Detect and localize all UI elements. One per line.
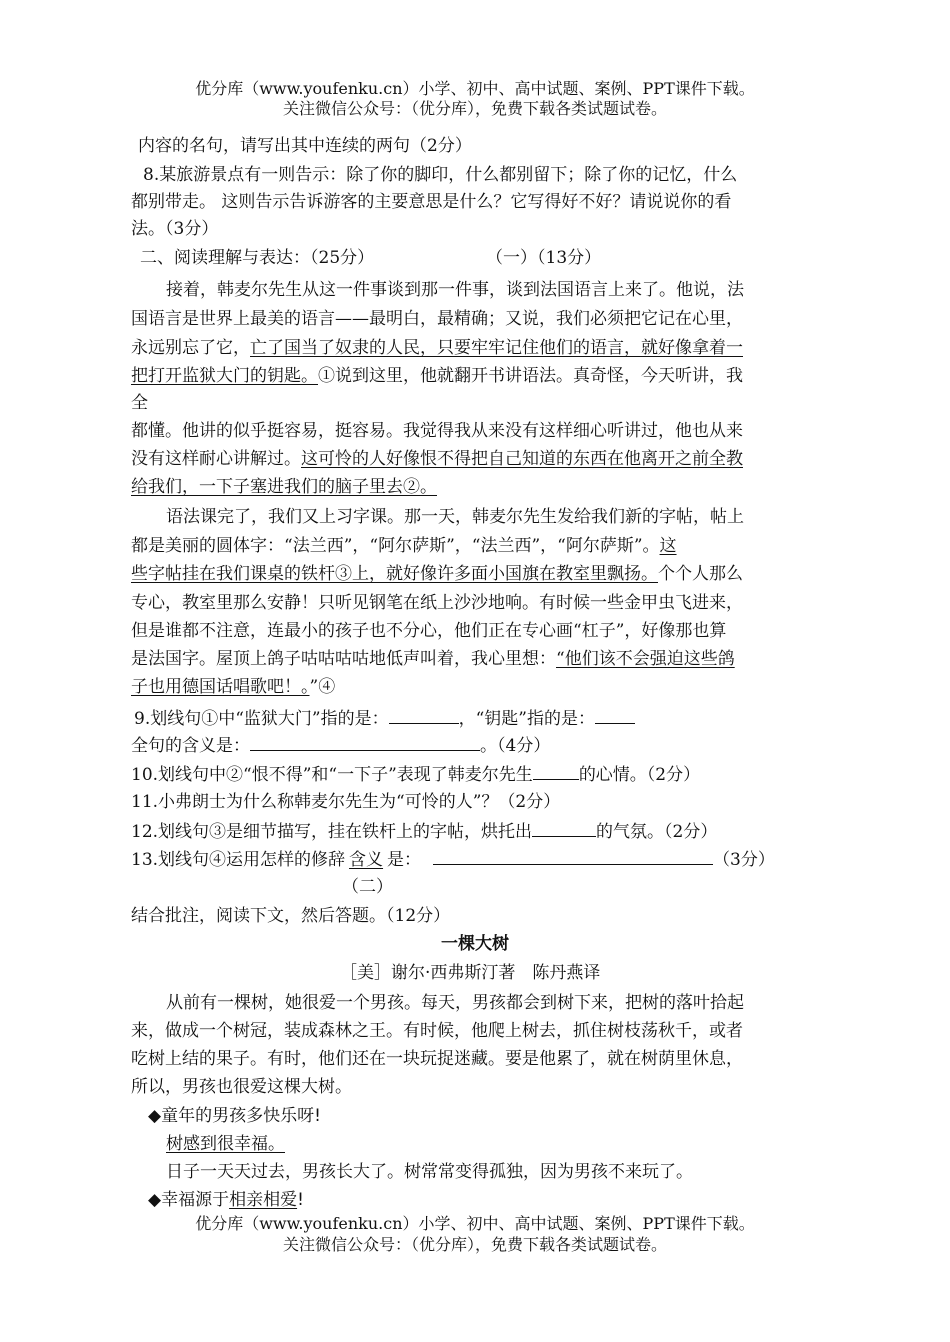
p1-line-5: 全 [131, 393, 148, 413]
annotation-2-text-b: ! [297, 1190, 304, 1210]
section-heading: 二、阅读理解与表达：（25分） [140, 248, 375, 268]
annotation-2-text-a: 幸福源于 [161, 1190, 230, 1210]
p2-line-2-text: 都是美丽的圆体字：“法兰西”，“阿尔萨斯”，“法兰西”，“阿尔萨斯”。 [131, 536, 660, 556]
underlined-sentence-1a: 亡了国当了奴隶的人民，只要牢牢记住他们的语言，就好像拿着一 [250, 338, 743, 358]
answer-blank-13[interactable] [433, 846, 713, 865]
p1-line-7-text: 没有这样耐心讲解过。 [131, 449, 301, 469]
question-13-text-a: 13.划线句④运用怎样的修辞 [131, 850, 346, 870]
p1-line-3 [131, 335, 743, 361]
p2-line-5: 但是谁都不注意，连最小的孩子也不分心，他们正在专心画“杠子”，好像那也算 [131, 621, 727, 641]
question-13-text-c: 是： [387, 850, 422, 870]
p2-line-6-text: 是法国字。屋顶上鸽子咕咕咕咕地低声叫着，我心里想： [131, 649, 556, 669]
part-1-label: （一）（13分） [486, 248, 602, 268]
annotation-2 [148, 1187, 304, 1213]
question-12 [131, 818, 717, 845]
annotation-1 [148, 1103, 321, 1129]
answer-blank-9b[interactable] [595, 705, 635, 724]
question-13-text-d: （3分） [713, 850, 775, 870]
p1-line-6: 都懂。他讲的似乎挺容易，挺容易。我觉得我从来没有这样细心听讲过，他也从来 [131, 421, 743, 441]
p1-line-2: 国语言是世界上最美的语言——最明白，最精确；又说，我们必须把它记在心里， [131, 309, 743, 329]
story-line-1: 从前有一棵树，她很爱一个男孩。每天，男孩都会到树下来，把树的落叶拾起 [166, 993, 744, 1013]
answer-blank-12[interactable] [532, 818, 596, 837]
question-10 [131, 761, 700, 788]
diamond-bullet-icon: ◆ [148, 1106, 162, 1126]
annotation-1-text: 童年的男孩多快乐呀! [161, 1106, 321, 1126]
underlined-sentence-1b: 把打开监狱大门的钥匙。 [131, 366, 318, 386]
question-9-text-a: 9.划线句①中“监狱大门”指的是： [134, 709, 389, 729]
part-2-intro: 结合批注，阅读下文，然后答题。（12分） [131, 906, 451, 926]
p2-line-1: 语法课完了，我们又上习字课。那一天，韩麦尔先生发给我们新的字帖，帖上 [166, 507, 744, 527]
question-11: 11.小弗朗士为什么称韩麦尔先生为“可怜的人”？（2分） [131, 792, 561, 812]
question-9-text-b: ，“钥匙”指的是： [458, 709, 595, 729]
p2-line-3-text: 个个人那么 [658, 564, 743, 584]
question-9-line-2 [131, 732, 550, 759]
story-title: 一棵大树 [441, 934, 509, 954]
footer-line-2: 关注微信公众号：（优分库），免费下载各类试题试卷。 [282, 1235, 667, 1254]
question-9-text-c: 全句的含义是： [131, 736, 250, 756]
p2-line-2 [131, 533, 677, 559]
underlined-sentence-2b: 给我们，一下子塞进我们的脑子里去②。 [131, 477, 437, 497]
story-line-5 [166, 1131, 285, 1157]
underlined-sentence-4a: “他们该不会强迫这些鸽 [556, 649, 735, 669]
header-line-2: 关注微信公众号：（优分库），免费下载各类试题试卷。 [282, 99, 667, 118]
answer-blank-9c[interactable] [250, 732, 480, 751]
question-10-text-b: 的心情。（2分） [578, 765, 701, 785]
story-line-4: 所以，男孩也很爱这棵大树。 [131, 1077, 352, 1097]
p1-line-7 [131, 446, 743, 472]
question-9-line-1 [134, 705, 635, 732]
q8-line-1: 8.某旅游景点有一则告示：除了你的脚印，什么都别留下；除了你的记忆，什么 [143, 165, 738, 185]
question-9-text-d: 。（4分） [480, 736, 551, 756]
answer-blank-9a[interactable] [389, 705, 459, 724]
story-line-6: 日子一天天过去，男孩长大了。树常常变得孤独，因为男孩不来玩了。 [166, 1162, 693, 1182]
p1-line-1: 接着，韩麦尔先生从这一件事谈到那一件事，谈到法国语言上来了。他说，法 [166, 280, 744, 300]
question-12-text-a: 12.划线句③是细节描写，挂在铁杆上的字帖，烘托出 [131, 822, 533, 842]
p2-line-3 [131, 561, 743, 587]
q8-line-3: 法。（3分） [131, 219, 219, 239]
underlined-sentence-4b: 子也用德国话唱歌吧！。 [131, 677, 310, 697]
underlined-sentence-3a: 这 [659, 536, 677, 556]
header-line-1: 优分库（www.youfenku.cn）小学、初中、高中试题、案例、PPT课件下载。 [195, 79, 755, 98]
p1-line-3-text: 永远别忘了它， [131, 338, 250, 358]
story-line-2: 来，做成一个树冠，装成森林之王。有时候，他爬上树去，抓住树枝荡秋千，或者 [131, 1021, 743, 1041]
p1-line-4-text: ①说到这里，他就翻开书讲语法。真奇怪，今天听讲，我 [318, 366, 743, 386]
p2-line-6 [131, 646, 735, 672]
p1-line-8 [131, 474, 437, 500]
question-10-text-a: 10.划线句中②“恨不得”和“一下子”表现了韩麦尔先生 [131, 765, 533, 785]
question-13-text-b: 含义 [349, 850, 384, 870]
story-line-3: 吃树上结的果子。有时，他们还在一块玩捉迷藏。要是他累了，就在树荫里休息， [131, 1049, 743, 1069]
diamond-bullet-icon: ◆ [148, 1190, 162, 1210]
p2-line-7 [131, 674, 335, 700]
q8-line-2: 都别带走。 这则告示告诉游客的主要意思是什么？它写得好不好？请说说你的看 [131, 192, 732, 212]
underlined-sentence-2a: 这可怜的人好像恨不得把自己知道的东西在他离开之前全教 [301, 449, 743, 469]
p1-line-4 [131, 363, 743, 389]
footer-line-1: 优分库（www.youfenku.cn）小学、初中、高中试题、案例、PPT课件下载。 [195, 1214, 755, 1233]
question-12-text-b: 的气氛。（2分） [596, 822, 718, 842]
part-2-label: （二） [342, 877, 393, 897]
question-13 [131, 846, 775, 873]
answer-blank-10[interactable] [533, 761, 579, 780]
underlined-story-sentence: 树感到很幸福。 [166, 1134, 285, 1154]
p2-line-7-text: ”④ [309, 677, 336, 697]
p2-line-4: 专心，教室里那么安静！只听见钢笔在纸上沙沙地响。有时候一些金甲虫飞进来， [131, 593, 743, 613]
story-author: ［美］谢尔·西弗斯汀著 陈丹燕译 [340, 963, 601, 983]
annotation-2-underlined: 相亲相爱 [229, 1190, 298, 1210]
underlined-sentence-3b: 些字帖挂在我们课桌的铁杆③上，就好像许多面小国旗在教室里飘扬。 [131, 564, 658, 584]
q7-tail: 内容的名句，请写出其中连续的两句（2分） [138, 136, 472, 156]
